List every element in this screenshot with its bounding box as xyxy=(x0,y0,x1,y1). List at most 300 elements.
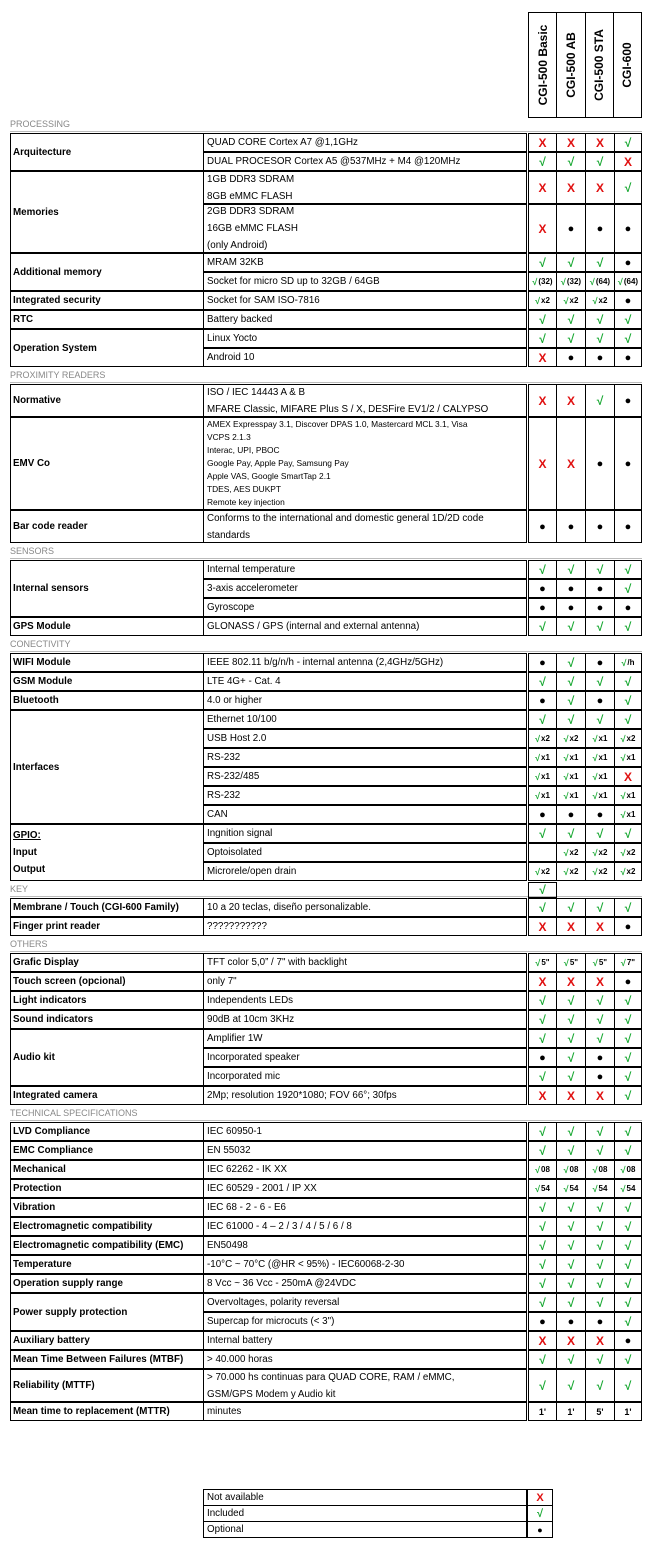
feature-description: Ethernet 10/100 xyxy=(203,710,527,729)
cell-suffix: x2 xyxy=(541,867,550,876)
value-cell xyxy=(556,1029,586,1048)
category-label: RTC xyxy=(10,310,203,329)
included-icon: √ xyxy=(624,581,632,596)
description-line: GSM/GPS Modem y Audio kit xyxy=(207,1388,336,1400)
value-cell xyxy=(556,1067,586,1086)
feature-description: Battery backed xyxy=(203,310,527,329)
included-icon: √ xyxy=(592,847,598,858)
feature-description: CAN xyxy=(203,805,527,824)
cell-value: 1' xyxy=(538,1406,547,1417)
optional-icon: ● xyxy=(624,920,632,933)
value-cell xyxy=(614,1029,642,1048)
value-cell xyxy=(556,204,586,253)
included-icon: √ xyxy=(539,1124,546,1139)
included-icon: √ xyxy=(624,693,632,708)
not-available-icon: X xyxy=(538,350,547,365)
feature-description: IEC 60950-1 xyxy=(203,1122,527,1141)
included-icon: √ xyxy=(567,312,575,327)
feature-description: EN50498 xyxy=(203,1236,527,1255)
included-icon: √ xyxy=(624,1012,632,1027)
description-line: Conforms to the international and domestic general 1D/2D code xyxy=(207,512,484,524)
value-cell xyxy=(556,253,586,272)
value-cell xyxy=(556,805,586,824)
value-cell xyxy=(556,348,586,367)
value-cell xyxy=(585,672,615,691)
value-cell xyxy=(614,152,642,171)
included-icon: √ xyxy=(539,900,546,915)
cell-suffix: 08 xyxy=(626,1165,636,1174)
value-cell xyxy=(556,898,586,917)
not-available-icon: X xyxy=(566,456,575,471)
value-cell xyxy=(556,843,586,862)
value-cell xyxy=(585,898,615,917)
not-available-icon: X xyxy=(538,456,547,471)
value-cell xyxy=(556,310,586,329)
value-cell xyxy=(614,691,642,710)
value-cell xyxy=(556,598,586,617)
cell-suffix: (64) xyxy=(623,277,639,286)
optional-icon: ● xyxy=(567,520,575,533)
value-cell xyxy=(528,1010,557,1029)
optional-icon: ● xyxy=(624,222,632,235)
model-name: CGI-600 xyxy=(620,42,635,88)
included-icon: √ xyxy=(563,866,569,877)
included-icon: √ xyxy=(596,1200,604,1215)
value-cell xyxy=(614,253,642,272)
optional-icon: ● xyxy=(539,601,546,614)
value-cell xyxy=(585,1369,615,1402)
value-cell xyxy=(556,1141,586,1160)
included-icon: √ xyxy=(596,1352,604,1367)
description-line: 2GB DDR3 SDRAM xyxy=(207,206,295,217)
included-icon: √ xyxy=(563,295,569,306)
legend-symbol xyxy=(527,1521,553,1538)
value-cell xyxy=(585,1236,615,1255)
not-available-icon: X xyxy=(623,769,632,784)
optional-icon: ● xyxy=(596,656,604,669)
included-icon: √ xyxy=(539,312,546,327)
not-available-icon: X xyxy=(538,1333,547,1348)
value-cell xyxy=(614,1048,642,1067)
section-heading: PROXIMITY READERS xyxy=(10,368,642,383)
feature-description: ??????????? xyxy=(203,917,527,936)
value-cell xyxy=(614,1122,642,1141)
feature-description: Linux Yocto xyxy=(203,329,527,348)
value-cell xyxy=(585,510,615,543)
not-available-icon: X xyxy=(595,919,604,934)
value-cell xyxy=(614,1010,642,1029)
cell-suffix: x2 xyxy=(626,848,636,857)
value-cell xyxy=(528,710,557,729)
cell-suffix: x2 xyxy=(569,867,579,876)
included-icon: √ xyxy=(624,562,632,577)
not-available-icon: X xyxy=(538,393,547,408)
value-cell xyxy=(528,348,557,367)
included-icon: √ xyxy=(592,771,598,782)
description-line: 1GB DDR3 SDRAM xyxy=(207,173,295,185)
feature-description: RS-232/485 xyxy=(203,767,527,786)
value-cell xyxy=(528,1086,557,1105)
value-cell xyxy=(528,843,557,862)
value-cell xyxy=(585,843,615,862)
included-icon: √ xyxy=(624,331,632,346)
feature-description: EN 55032 xyxy=(203,1141,527,1160)
included-icon: √ xyxy=(563,957,569,968)
value-cell xyxy=(585,786,615,805)
optional-icon: ● xyxy=(596,1051,604,1064)
included-icon: √ xyxy=(624,826,632,841)
optional-icon: ● xyxy=(567,601,575,614)
value-cell xyxy=(585,579,615,598)
not-available-icon: X xyxy=(623,154,632,169)
value-cell xyxy=(528,1141,557,1160)
included-icon: √ xyxy=(539,1012,546,1027)
feature-description: Independents LEDs xyxy=(203,991,527,1010)
value-cell xyxy=(614,291,642,310)
not-available-icon: X xyxy=(538,180,547,195)
included-icon: √ xyxy=(592,790,598,801)
included-icon: √ xyxy=(535,733,541,744)
included-icon: √ xyxy=(567,1200,575,1215)
category-label: Touch screen (opcional) xyxy=(10,972,203,991)
optional-icon: ● xyxy=(596,1315,604,1328)
value-cell xyxy=(528,417,557,510)
category-label: Auxiliary battery xyxy=(10,1331,203,1350)
value-cell xyxy=(528,1331,557,1350)
included-icon: √ xyxy=(596,1378,604,1393)
included-icon: √ xyxy=(624,619,632,634)
cell-suffix: x1 xyxy=(541,753,550,762)
value-cell xyxy=(585,710,615,729)
value-cell xyxy=(528,598,557,617)
value-cell xyxy=(528,579,557,598)
value-cell xyxy=(528,786,557,805)
optional-icon: ● xyxy=(539,808,546,821)
optional-icon: ● xyxy=(596,520,604,533)
not-available-icon: X xyxy=(538,135,547,150)
feature-description: > 40.000 horas xyxy=(203,1350,527,1369)
value-cell xyxy=(528,384,557,417)
optional-icon: ● xyxy=(537,1524,543,1535)
included-icon: √ xyxy=(563,847,569,858)
included-icon: √ xyxy=(624,900,632,915)
cell-suffix: x1 xyxy=(598,753,608,762)
included-icon: √ xyxy=(596,1257,604,1272)
value-cell xyxy=(528,329,557,348)
included-icon: √ xyxy=(567,1143,575,1158)
included-icon: √ xyxy=(535,1183,541,1194)
included-icon: √ xyxy=(624,1219,632,1234)
category-label: Vibration xyxy=(10,1198,203,1217)
cell-suffix: /h xyxy=(627,658,635,667)
description-line: Remote key injection xyxy=(207,497,285,507)
included-icon: √ xyxy=(535,866,541,877)
value-cell xyxy=(556,560,586,579)
value-cell xyxy=(528,272,557,291)
value-cell xyxy=(585,767,615,786)
cell-suffix: 08 xyxy=(541,1165,550,1174)
value-cell xyxy=(556,1236,586,1255)
description-line: Apple VAS, Google SmartTap 2.1 xyxy=(207,471,331,481)
included-icon: √ xyxy=(596,1219,604,1234)
cell-suffix: x1 xyxy=(598,791,608,800)
not-available-icon: X xyxy=(595,974,604,989)
included-icon: √ xyxy=(539,562,546,577)
feature-description: -10°C ~ 70°C (@HR < 95%) - IEC60068-2-30 xyxy=(203,1255,527,1274)
value-cell xyxy=(556,1160,586,1179)
optional-icon: ● xyxy=(567,351,575,364)
included-icon: √ xyxy=(620,809,626,820)
optional-icon: ● xyxy=(539,656,546,669)
included-icon: √ xyxy=(535,295,541,306)
value-cell xyxy=(556,384,586,417)
value-cell xyxy=(528,1402,557,1421)
value-cell xyxy=(614,510,642,543)
cell-suffix: 54 xyxy=(598,1184,608,1193)
value-cell xyxy=(556,1179,586,1198)
category-label: Memories xyxy=(10,171,203,253)
value-cell xyxy=(614,348,642,367)
value-cell xyxy=(614,767,642,786)
value-cell xyxy=(614,1179,642,1198)
value-cell xyxy=(585,862,615,881)
included-icon: √ xyxy=(621,657,627,668)
category-label: Integrated camera xyxy=(10,1086,203,1105)
included-icon: √ xyxy=(567,1352,575,1367)
optional-icon: ● xyxy=(624,975,632,988)
value-cell xyxy=(585,253,615,272)
included-icon: √ xyxy=(532,276,538,287)
included-icon: √ xyxy=(620,752,626,763)
category-label: Mean Time Between Failures (MTBF) xyxy=(10,1350,203,1369)
cell-suffix: x2 xyxy=(569,734,579,743)
included-icon: √ xyxy=(620,733,626,744)
category-label: Bluetooth xyxy=(10,691,203,710)
optional-icon: ● xyxy=(624,1334,632,1347)
value-cell xyxy=(585,691,615,710)
included-icon: √ xyxy=(589,276,595,287)
value-cell xyxy=(614,710,642,729)
legend-symbol xyxy=(527,1505,553,1522)
value-cell xyxy=(528,291,557,310)
optional-icon: ● xyxy=(567,1315,575,1328)
section-heading: CONECTIVITY xyxy=(10,637,642,652)
included-icon: √ xyxy=(567,255,575,270)
value-cell xyxy=(556,672,586,691)
value-cell xyxy=(614,972,642,991)
cell-suffix: 08 xyxy=(569,1165,579,1174)
not-available-icon: X xyxy=(538,221,547,236)
cell-value: 1' xyxy=(567,1406,575,1417)
included-icon: √ xyxy=(539,883,546,897)
value-cell xyxy=(614,862,642,881)
value-cell xyxy=(585,417,615,510)
value-cell xyxy=(528,953,557,972)
value-cell xyxy=(585,1160,615,1179)
value-cell xyxy=(585,1122,615,1141)
category-label: Sound indicators xyxy=(10,1010,203,1029)
included-icon: √ xyxy=(592,733,598,744)
feature-description: Ingnition signal xyxy=(203,824,527,843)
feature-description: Android 10 xyxy=(203,348,527,367)
cell-suffix: x1 xyxy=(541,772,550,781)
value-cell xyxy=(528,253,557,272)
value-cell xyxy=(556,291,586,310)
included-icon: √ xyxy=(596,393,604,408)
category-label: Electromagnetic compatibility (EMC) xyxy=(10,1236,203,1255)
cell-suffix: x1 xyxy=(569,772,579,781)
cell-suffix: x2 xyxy=(541,734,550,743)
included-icon: √ xyxy=(567,655,575,670)
value-cell xyxy=(614,786,642,805)
value-cell xyxy=(556,1293,586,1312)
optional-icon: ● xyxy=(624,457,632,470)
included-icon: √ xyxy=(539,1031,546,1046)
included-icon: √ xyxy=(539,331,546,346)
feature-description: Microrele/open drain xyxy=(203,862,527,881)
included-icon: √ xyxy=(624,1238,632,1253)
description-line: Interac, UPI, PBOC xyxy=(207,445,280,455)
cell-suffix: x1 xyxy=(541,791,550,800)
included-icon: √ xyxy=(596,1276,604,1291)
included-icon: √ xyxy=(620,790,626,801)
category-label: Temperature xyxy=(10,1255,203,1274)
optional-icon: ● xyxy=(539,1315,546,1328)
category-label: Finger print reader xyxy=(10,917,203,936)
feature-description: 10 a 20 teclas, diseño personalizable. xyxy=(203,898,527,917)
not-available-icon: X xyxy=(538,974,547,989)
included-icon: √ xyxy=(596,562,604,577)
value-cell xyxy=(614,204,642,253)
included-icon: √ xyxy=(539,1295,546,1310)
cell-suffix: x2 xyxy=(569,848,579,857)
feature-description: IEC 60529 - 2001 / IP XX xyxy=(203,1179,527,1198)
included-icon: √ xyxy=(567,562,575,577)
included-icon: √ xyxy=(620,1183,626,1194)
value-cell xyxy=(528,898,557,917)
feature-description xyxy=(203,417,527,510)
value-cell xyxy=(614,1274,642,1293)
value-cell xyxy=(556,272,586,291)
value-cell xyxy=(614,1236,642,1255)
included-icon: √ xyxy=(567,154,575,169)
category-label: Additional memory xyxy=(10,253,203,291)
value-cell xyxy=(585,1255,615,1274)
optional-icon: ● xyxy=(624,351,632,364)
included-icon: √ xyxy=(563,1164,569,1175)
included-icon: √ xyxy=(567,1124,575,1139)
value-cell xyxy=(585,972,615,991)
value-cell xyxy=(556,1331,586,1350)
included-icon: √ xyxy=(567,1276,575,1291)
value-cell xyxy=(614,1160,642,1179)
feature-description: 3-axis accelerometer xyxy=(203,579,527,598)
feature-description xyxy=(203,171,527,204)
value-cell xyxy=(528,1029,557,1048)
optional-icon: ● xyxy=(596,582,604,595)
value-cell xyxy=(528,917,557,936)
value-cell xyxy=(556,767,586,786)
value-cell xyxy=(614,310,642,329)
feature-description: Gyroscope xyxy=(203,598,527,617)
value-cell xyxy=(614,329,642,348)
feature-description: GLONASS / GPS (internal and external antenna) xyxy=(203,617,527,636)
section-heading: TECHNICAL SPECIFICATIONS xyxy=(10,1106,642,1121)
not-available-icon: X xyxy=(566,1333,575,1348)
included-icon: √ xyxy=(539,1069,546,1084)
feature-description: Optoisolated xyxy=(203,843,527,862)
value-cell xyxy=(528,152,557,171)
value-cell xyxy=(528,1179,557,1198)
value-cell xyxy=(528,862,557,881)
value-cell xyxy=(556,710,586,729)
category-label: Protection xyxy=(10,1179,203,1198)
category-label: Audio kit xyxy=(10,1029,203,1086)
value-cell xyxy=(556,1048,586,1067)
value-cell xyxy=(528,1293,557,1312)
cell-suffix: x2 xyxy=(598,848,608,857)
optional-icon: ● xyxy=(539,1051,546,1064)
value-cell xyxy=(614,1331,642,1350)
included-icon: √ xyxy=(563,771,569,782)
value-cell xyxy=(528,171,557,204)
value-cell xyxy=(556,917,586,936)
value-cell xyxy=(614,272,642,291)
optional-icon: ● xyxy=(596,808,604,821)
value-cell xyxy=(556,329,586,348)
included-icon: √ xyxy=(567,1050,575,1065)
value-cell xyxy=(556,1086,586,1105)
value-cell xyxy=(585,1274,615,1293)
description-line: AMEX Expresspay 3.1, Discover DPAS 1.0, Mastercard MCL 3.1, Visa xyxy=(207,419,468,429)
cell-suffix: 08 xyxy=(598,1165,608,1174)
cell-value: 1' xyxy=(624,1406,632,1417)
included-icon: √ xyxy=(567,1238,575,1253)
value-cell xyxy=(614,598,642,617)
not-available-icon: X xyxy=(536,1491,544,1504)
cell-suffix: 7" xyxy=(626,958,636,967)
value-cell xyxy=(528,991,557,1010)
cell-suffix: 54 xyxy=(541,1184,550,1193)
optional-icon: ● xyxy=(539,520,546,533)
cell-suffix: x1 xyxy=(569,791,579,800)
included-icon: √ xyxy=(567,1378,575,1393)
value-cell xyxy=(528,1312,557,1331)
included-icon: √ xyxy=(624,312,632,327)
included-icon: √ xyxy=(624,1352,632,1367)
value-cell xyxy=(614,384,642,417)
value-cell xyxy=(528,1160,557,1179)
not-available-icon: X xyxy=(566,393,575,408)
value-cell xyxy=(528,560,557,579)
value-cell xyxy=(556,691,586,710)
value-cell xyxy=(556,417,586,510)
feature-description: only 7" xyxy=(203,972,527,991)
value-cell xyxy=(614,1255,642,1274)
included-icon: √ xyxy=(535,957,541,968)
value-cell xyxy=(528,767,557,786)
included-icon: √ xyxy=(592,752,598,763)
value-cell xyxy=(614,824,642,843)
feature-description: RS-232 xyxy=(203,748,527,767)
value-cell xyxy=(585,1331,615,1350)
included-icon: √ xyxy=(563,790,569,801)
optional-icon: ● xyxy=(624,294,632,307)
description-line: MFARE Classic, MIFARE Plus S / X, DESFire EV1/2 / CALYPSO xyxy=(207,403,489,415)
category-label: Electromagnetic compatibility xyxy=(10,1217,203,1236)
value-cell xyxy=(614,653,642,672)
value-cell xyxy=(585,329,615,348)
